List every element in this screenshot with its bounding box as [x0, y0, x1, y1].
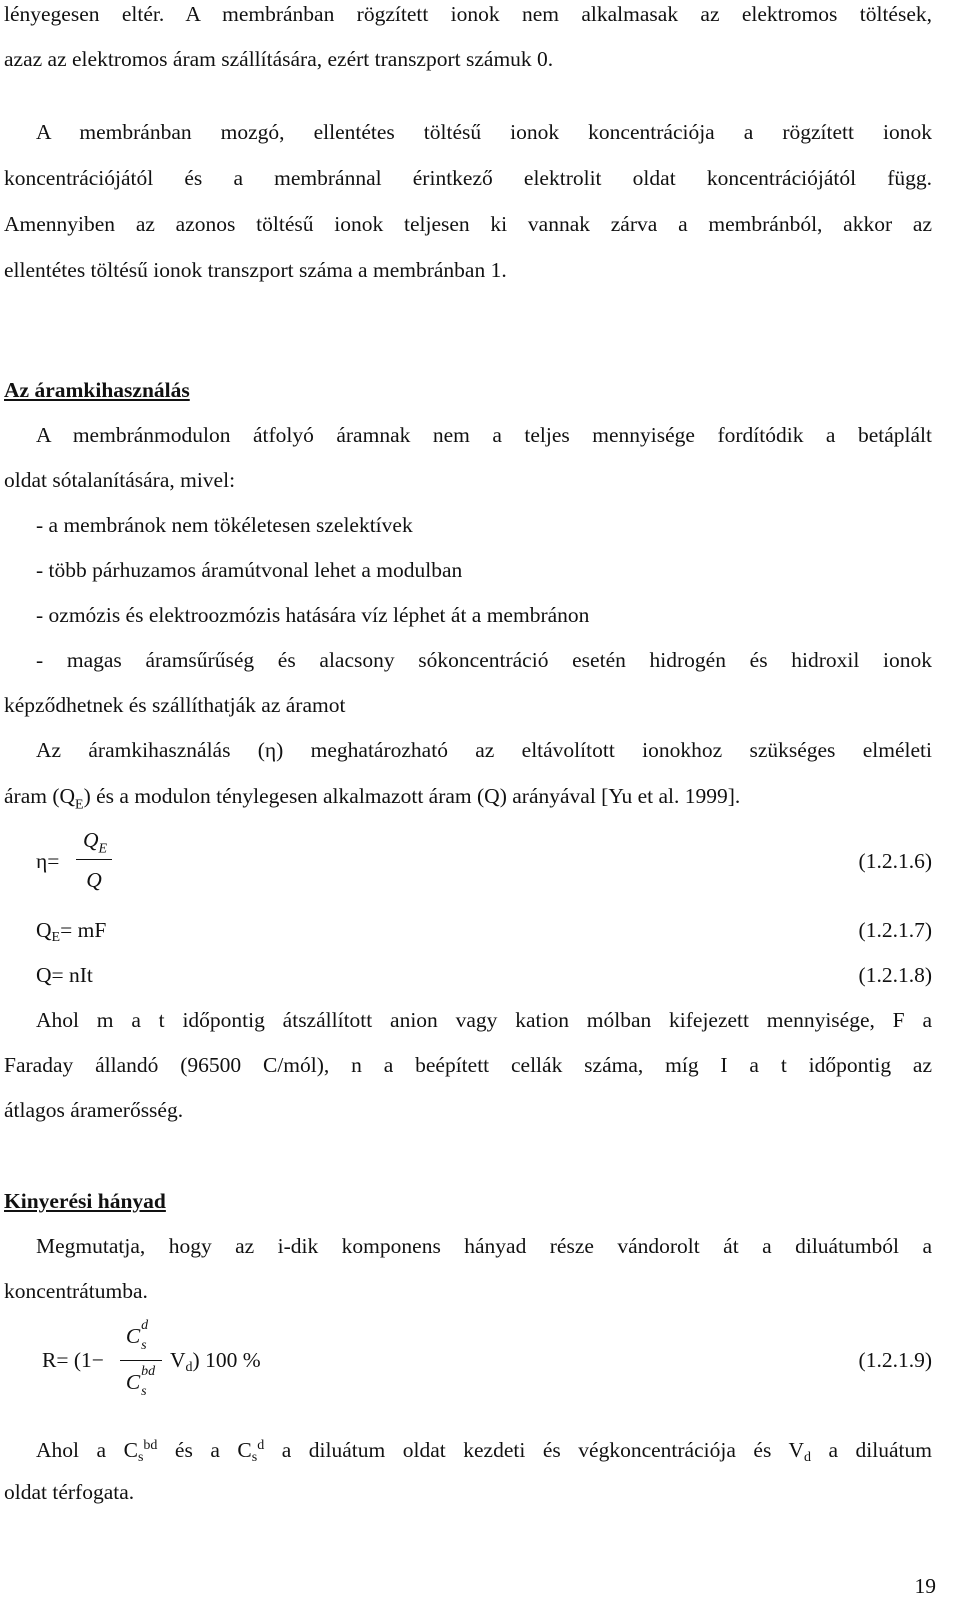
section-heading-recovery-ratio: Kinyerési hányad — [4, 1189, 166, 1213]
equation-number: (1.2.1.8) — [858, 963, 932, 987]
eq-body: Q= nIt — [36, 963, 93, 987]
paragraph-line: Amennyiben az azonos töltésű ionok teljesen ki vannak zárva a membránból, akkor az — [4, 212, 932, 236]
paragraph-line: Az áramkihasználás (η) meghatározható az eltávolított ionokhoz szükséges elméleti — [36, 738, 932, 762]
paragraph-line: ellentétes töltésű ionok transzport száma a membránban 1. — [4, 258, 507, 282]
list-item: - a membránok nem tökéletesen szelektívek — [36, 513, 413, 537]
list-item: - ozmózis és elektroozmózis hatására víz léphet át a membránon — [36, 603, 590, 627]
eq-lhs: η= — [36, 849, 60, 873]
paragraph-line: koncentrációjától és a membránnal érintkező elektrolit oldat koncentrációjától függ. — [4, 166, 932, 190]
fraction-bar — [76, 859, 112, 860]
equation-number: (1.2.1.7) — [858, 918, 932, 942]
paragraph-line: oldat térfogata. — [4, 1480, 135, 1504]
list-item: - magas áramsűrűség és alacsony sókoncentráció esetén hidrogén és hidroxil ionok — [36, 648, 932, 672]
eq-numerator: $Q_E$ — [82, 828, 108, 857]
paragraph-line: lényegesen eltér. A membránban rögzített ionok nem alkalmasak az elektromos töltések, — [4, 2, 932, 26]
paragraph-line: koncentrátumba. — [4, 1279, 148, 1303]
eq-body: QE= mF — [36, 918, 107, 945]
paragraph-line: Ahol a $Cs^{bd}$ és a Cs$^d$ a diluátum oldat kezdeti és végkoncentrációja és Vd a diluátum — [36, 1438, 932, 1466]
paragraph-line: azaz az elektromos áram szállítására, ezért transzport számuk 0. — [4, 47, 554, 71]
eq-numerator: C d s — [125, 1318, 149, 1353]
paragraph-line: Faraday állandó (96500 C/mól), n a beépített cellák száma, míg I a t időpontig az — [4, 1053, 932, 1077]
paragraph-line: oldat sótalanítására, mivel: — [4, 468, 236, 492]
paragraph-line: A membránmodulon átfolyó áramnak nem a teljes mennyisége fordítódik a betáplált — [36, 423, 932, 447]
paragraph-line: Megmutatja, hogy az i-dik komponens hányad része vándorolt át a diluátumból a — [36, 1234, 932, 1258]
page-number: 19 — [914, 1574, 936, 1598]
list-item-continuation: képződhetnek és szállíthatják az áramot — [4, 693, 346, 717]
paragraph-line: áram $(Q_E)$ és a modulon ténylegesen alkalmazott áram (Q) arányával [Yu et al. 1999]. — [4, 784, 741, 813]
section-heading-current-efficiency: Az áramkihasználás — [4, 378, 190, 402]
paragraph-line: átlagos áramerősség. — [4, 1098, 184, 1122]
paragraph-line: A membránban mozgó, ellentétes töltésű ionok koncentrációja a rögzített ionok — [36, 120, 932, 144]
list-item: - több párhuzamos áramútvonal lehet a modulban — [36, 558, 463, 582]
eq-rest: Vd) 100 % — [170, 1348, 261, 1375]
eq-denominator: Q — [86, 868, 102, 892]
equation-number: (1.2.1.6) — [858, 849, 932, 873]
eq-denominator: C bd s — [125, 1364, 156, 1399]
paragraph-line: Ahol m a t időpontig átszállított anion vagy kation mólban kifejezett mennyisége, F a — [36, 1008, 932, 1032]
equation-number: (1.2.1.9) — [858, 1348, 932, 1372]
eq-lhs: R= (1− — [42, 1348, 104, 1372]
